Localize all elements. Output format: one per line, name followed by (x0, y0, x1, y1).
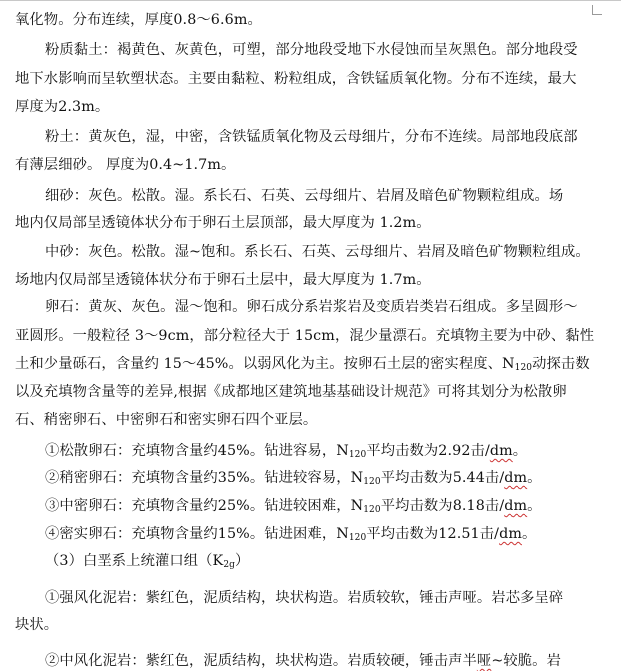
list-item (45, 496, 542, 520)
text-run: 。 (512, 443, 528, 459)
text-run: （3）白垩系上统灌口组（K (45, 553, 224, 569)
list-item (45, 524, 536, 548)
text-line: 中砂：灰色。松散。湿~饱和。系长石、石英、云母细片、岩屑及暗色矿物颗粒组成。 (45, 244, 590, 260)
text-run: 平均击数为2.92击/ (366, 443, 490, 459)
spellcheck-underline: dm (489, 443, 513, 459)
spellcheck-underline: dm (504, 470, 528, 486)
text-line: 以及充填物含量等的差异,根据《成都地区建筑地基基础设计规范》可将其划分为松散卵 (15, 384, 567, 400)
text-run: 。 (527, 498, 542, 514)
text-run: 平均击数为5.44击/ (380, 470, 505, 486)
text-line: 石、稍密卵石、中密卵石和密实卵石四个亚层。 (15, 412, 318, 428)
list-item (45, 441, 527, 465)
text-run: 平均击数为12.51击/ (366, 526, 500, 542)
page-top-border (0, 0, 621, 1)
text-line: 有薄层细砂。 厚度为0.4~1.7m。 (15, 157, 236, 173)
text-run: 。 (521, 526, 537, 542)
text-line: 亚圆形。一般粒径 3～9cm，部分粒径大于 15cm，混少量漂石。充填物主要为中砂、黏性 (15, 328, 595, 344)
text-run: ①松散卵石：充填物含量约45%。钻进容易，N (45, 443, 349, 459)
text-line: 场地内仅局部呈透镜体状分布于卵石土层中，最大厚度为 1.7m。 (15, 272, 431, 288)
subscript: 120 (363, 505, 381, 515)
text-line: 氧化物。分布连续，厚度0.8～6.6m。 (15, 12, 262, 28)
text-line: 粉质黏土：褐黄色、灰黄色，可塑，部分地段受地下水侵蚀而呈灰黑色。部分地段受 (45, 42, 578, 58)
list-item (45, 468, 542, 492)
text-run: 。 (527, 470, 542, 486)
text-line: 地下水影响而呈软塑状态。主要由黏粒、粉粒组成，含铁锰质氧化物。分布不连续，最大 (15, 71, 577, 87)
text-run: ③中密卵石：充填物含量约25%。钻进较困难，N (45, 498, 364, 514)
subscript: 2g (223, 560, 236, 570)
subscript: 120 (348, 533, 367, 543)
page-corner-mark (592, 5, 602, 15)
text-line: 细砂：灰色。松散。湿。系长石、石英、云母细片、岩屑及暗色矿物颗粒组成。场 (45, 188, 564, 204)
text-run: ） (235, 553, 250, 569)
spellcheck-underline: dm (499, 526, 522, 542)
text-line: ①强风化泥岩：紫红色，泥质结构，块状构造。岩质较软，锤击声哑。岩芯多呈碎 (45, 590, 564, 606)
text-line (15, 354, 590, 378)
text-line: 卵石：黄灰、灰色。湿～饱和。卵石成分系岩浆岩及变质岩类岩石组成。多呈圆形～ (45, 299, 578, 315)
spellcheck-underline: dm (504, 498, 528, 514)
text-run: 平均击数为8.18击/ (380, 498, 505, 514)
subscript: 120 (363, 477, 381, 487)
text-run: 土和少量砾石，含量约 15～45%。以弱风化为主。按卵石土层的密实程度、N (15, 356, 515, 372)
section-heading (45, 551, 249, 575)
text-line: 地内仅局部呈透镜体状分布于卵石土层顶部，最大厚度为 1.2m。 (15, 215, 431, 231)
subscript: 120 (514, 363, 533, 373)
text-line (45, 651, 561, 671)
text-run: ②中风化泥岩：紫红色，泥质结构，块状构造。岩质较硬，锤击声半 (45, 653, 477, 669)
text-line: 粉土：黄灰色，湿，中密，含铁锰质氧化物及云母细片，分布不连续。局部地段底部 (45, 129, 578, 145)
text-run: 动探击数 (532, 356, 590, 372)
subscript: 120 (348, 450, 367, 460)
spellcheck-underline: 哑 (476, 653, 492, 669)
text-run: ~较脆。岩 (491, 653, 561, 669)
text-run: ②稍密卵石：充填物含量约35%。钻进较容易，N (45, 470, 364, 486)
text-line: 厚度为2.3m。 (15, 99, 110, 115)
text-run: ④密实卵石：充填物含量约15%。钻进困难，N (45, 526, 349, 542)
text-line: 块状。 (15, 617, 59, 633)
